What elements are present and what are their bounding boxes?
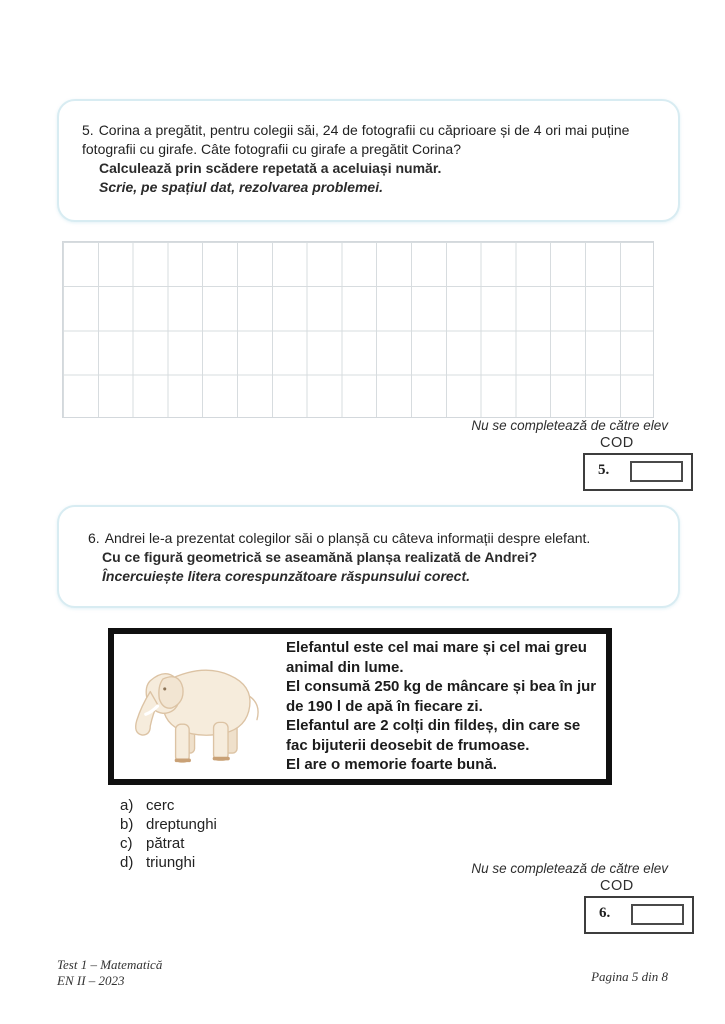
option-d-letter: d): [120, 854, 134, 871]
option-c-letter: c): [120, 835, 133, 852]
cod-box-q6: [584, 896, 694, 934]
solution-writing-grid: [62, 241, 654, 418]
question-6-question-bold: Cu ce figură geometrică se aseamănă planșa realizată de Andrei?: [102, 549, 538, 565]
question-6-text: Andrei le-a prezentat colegilor săi o planșă cu câteva informații despre elefant.: [104, 530, 591, 546]
footer-page-number: Pagina 5 din 8: [591, 969, 668, 984]
option-d-label: triunghi: [146, 854, 196, 871]
elephant-icon: [121, 641, 279, 773]
question-6-instruction-italic: Încercuiește litera corespunzătoare răspunsului corect.: [102, 568, 471, 584]
cod-label-q6: COD: [600, 878, 634, 894]
option-c: [120, 834, 217, 853]
question-5-text: Corina a pregătit, pentru colegii săi, 24 de fotografii cu căprioare și de 4 ori mai puține fotografii cu girafe. Câte fotografii cu girafe a pregătit Corina?: [82, 122, 630, 157]
question-5-instruction-italic: Scrie, pe spațiul dat, rezolvarea problemei.: [99, 179, 383, 195]
option-a: [120, 796, 217, 815]
question-5-instruction-bold: Calculează prin scădere repetată a aceluiași număr.: [99, 160, 442, 176]
option-a-letter: a): [120, 797, 134, 814]
footer-test-name: Test 1 – Matematică: [57, 957, 163, 972]
fact-line: Elefantul este cel mai mare și cel mai greu animal din lume.: [286, 639, 587, 676]
cod-box-q6-answer-field: [631, 904, 684, 925]
fact-line: Elefantul are 2 colți din fildeș, din care se fac bijuterii deosebit de frumoase.: [286, 717, 581, 754]
elephant-facts-text: [286, 638, 604, 775]
option-a-label: cerc: [146, 797, 175, 814]
option-d: [120, 853, 217, 872]
question-5-panel: [57, 99, 680, 222]
option-b: [120, 815, 217, 834]
question-6-statement: [88, 529, 660, 548]
teacher-note-q5: Nu se completează de către elev: [471, 418, 668, 433]
elephant-info-box: [108, 628, 612, 785]
teacher-note-q6: Nu se completează de către elev: [471, 861, 668, 876]
cod-label-q5: COD: [600, 435, 634, 451]
answer-options-list: [120, 796, 217, 872]
cod-box-q5-answer-field: [630, 461, 683, 482]
cod-box-q5: [583, 453, 693, 491]
option-b-label: dreptunghi: [146, 816, 217, 833]
cod-box-q6-number: 6.: [599, 905, 611, 921]
question-6-panel: [57, 505, 680, 608]
option-c-label: pătrat: [146, 835, 185, 852]
fact-line: El are o memorie foarte bună.: [286, 756, 497, 774]
footer-left: [57, 957, 162, 988]
footer-edition: EN II – 2023: [57, 972, 125, 988]
cod-box-q5-number: 5.: [598, 462, 610, 478]
question-5-statement: [82, 121, 660, 159]
fact-line: El consumă 250 kg de mâncare și bea în jur de 190 l de apă în fiecare zi.: [286, 678, 597, 715]
option-b-letter: b): [120, 816, 134, 833]
question-6-number: 6.: [88, 530, 100, 546]
question-5-number: 5.: [82, 122, 94, 138]
elephant-image: [114, 641, 286, 773]
